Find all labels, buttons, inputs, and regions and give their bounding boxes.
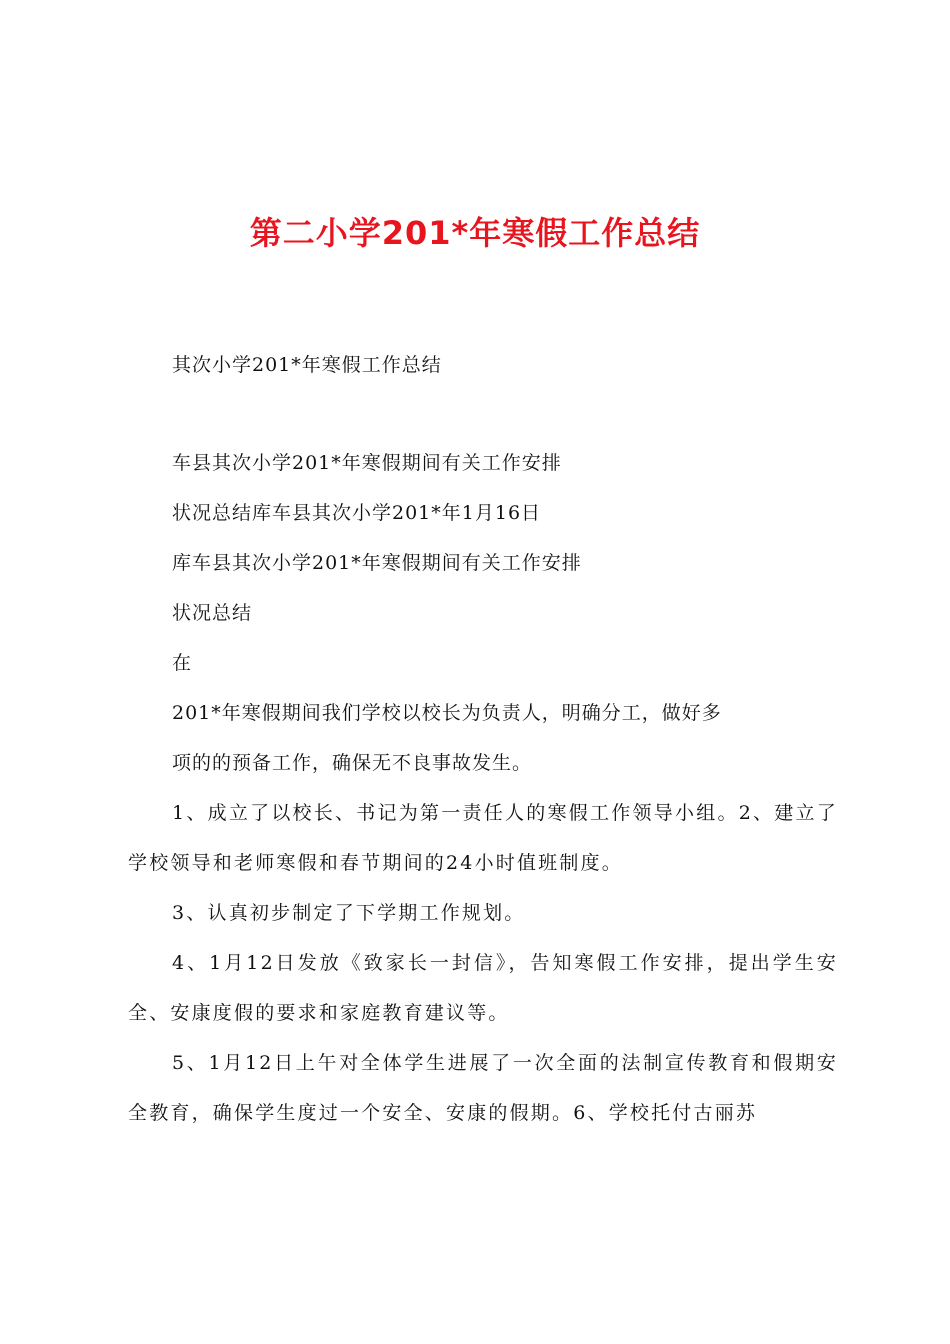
header-line: 201*年寒假期间我们学校以校长为负责人，明确分工，做好多 xyxy=(172,702,722,724)
body-paragraph: 1、成立了以校长、书记为第一责任人的寒假工作领导小组。2、建立了学校领导和老师寒假和春节期间的24小时值班制度。 xyxy=(128,802,838,874)
body-paragraph: 3、认真初步制定了下学期工作规划。 xyxy=(172,902,526,924)
document-title: 第二小学201*年寒假工作总结 xyxy=(249,214,701,252)
header-line: 状况总结库车县其次小学201*年1月16日 xyxy=(172,502,542,524)
header-line: 车县其次小学201*年寒假期间有关工作安排 xyxy=(172,452,562,474)
document-subtitle: 其次小学201*年寒假工作总结 xyxy=(172,354,442,376)
header-line: 库车县其次小学201*年寒假期间有关工作安排 xyxy=(172,552,582,574)
body-paragraph: 5、1月12日上午对全体学生进展了一次全面的法制宣传教育和假期安全教育，确保学生度过一个安全、安康的假期。6、学校托付古丽苏 xyxy=(128,1052,838,1124)
header-line: 状况总结 xyxy=(172,602,253,624)
header-line: 在 xyxy=(172,652,193,674)
body-paragraph: 4、1月12日发放《致家长一封信》，告知寒假工作安排，提出学生安全、安康度假的要求和家庭教育建议等。 xyxy=(128,952,838,1024)
header-line: 项的的预备工作，确保无不良事故发生。 xyxy=(172,752,533,774)
